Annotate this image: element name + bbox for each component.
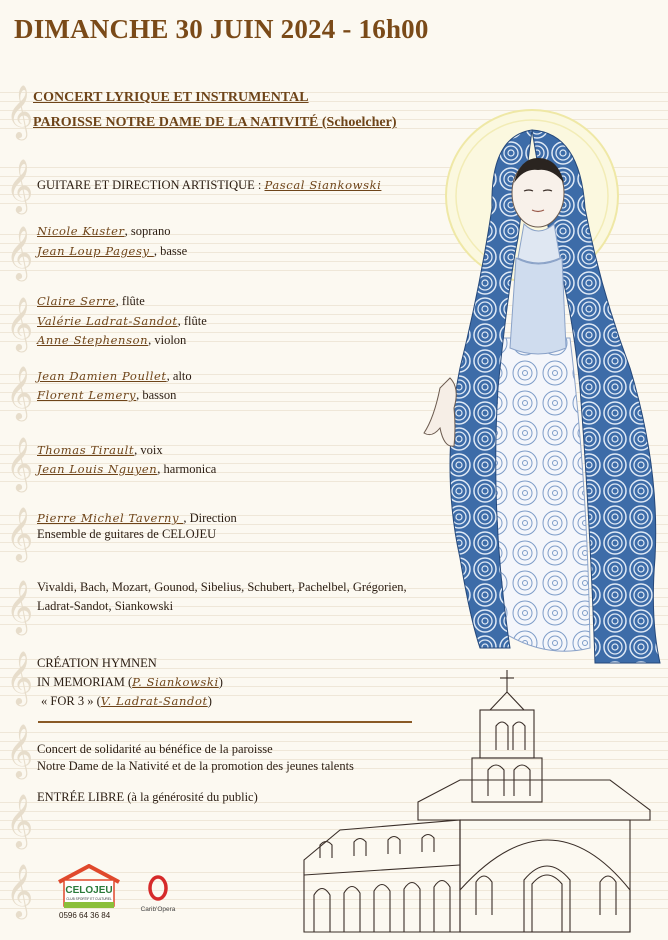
solidarity-line: Notre Dame de la Nativité et de la promotion des jeunes talents [37, 759, 354, 773]
treble-clef-icon: 𝄞 [6, 365, 34, 419]
performer-role: , flûte [115, 294, 145, 308]
parish-heading: PAROISSE NOTRE DAME DE LA NATIVITÉ (Schoelcher) [33, 115, 397, 130]
creation-heading: CRÉATION HYMNEN [37, 656, 157, 670]
ensemble-line: Ensemble de guitares de CELOJEU [37, 527, 217, 541]
performer-role: , harmonica [157, 462, 217, 476]
treble-clef-icon: 𝄞 [6, 436, 34, 490]
performer-name: Jean Louis Nguyen [37, 462, 158, 476]
caribopera-logo [138, 875, 178, 913]
performer-role: , voix [134, 443, 163, 457]
treble-clef-icon: 𝄞 [6, 296, 34, 350]
performer-line [37, 443, 163, 458]
performer-role: , Direction [183, 511, 237, 525]
performer-line [37, 224, 170, 239]
virgin-mary-illustration [420, 88, 668, 668]
memoriam-suffix: ) [218, 675, 223, 689]
performer-name: Jean Loup Pagesy [37, 244, 154, 258]
treble-clef-icon: 𝄞 [6, 863, 34, 917]
creation-for3-line [41, 694, 212, 709]
composers-line: Ladrat-Sandot, Siankowski [37, 599, 174, 613]
treble-clef-icon: 𝄞 [6, 793, 34, 847]
artistic-direction-label: GUITARE ET DIRECTION ARTISTIQUE : [37, 178, 265, 192]
solidarity-line: Concert de solidarité au bénéfice de la paroisse [37, 742, 273, 756]
performer-line [37, 511, 237, 526]
performer-name: Jean Damien Poullet [37, 369, 167, 383]
performer-name: Valérie Ladrat-Sandot [37, 314, 178, 328]
performer-line [37, 244, 187, 259]
for3-suffix: ) [207, 694, 212, 708]
performer-role: , flûte [177, 314, 207, 328]
performer-role: , alto [166, 369, 192, 383]
treble-clef-icon: 𝄞 [6, 723, 34, 777]
performer-name: Anne Stephenson [37, 333, 149, 347]
free-entry-line: ENTRÉE LIBRE (à la générosité du public) [37, 790, 258, 804]
performer-line [37, 314, 207, 329]
treble-clef-icon: 𝄞 [6, 158, 34, 212]
performer-line [37, 388, 176, 403]
treble-clef-icon: 𝄞 [6, 84, 34, 138]
celojeu-logo [54, 864, 124, 910]
performer-line [37, 333, 186, 348]
treble-clef-icon: 𝄞 [6, 650, 34, 704]
performer-name: Claire Serre [37, 294, 116, 308]
celojeu-logo-text: CELOJEU [65, 885, 113, 896]
event-date-title: DIMANCHE 30 JUIN 2024 - 16h00 [14, 14, 429, 44]
treble-clef-icon: 𝄞 [6, 579, 34, 633]
church-illustration [300, 670, 660, 935]
performer-role: , basson [136, 388, 177, 402]
performer-name: Pierre Michel Taverny [37, 511, 184, 525]
artistic-director-name: Pascal Siankowski [264, 178, 382, 192]
celojeu-phone: 0596 64 36 84 [59, 911, 111, 920]
celojeu-logo-subtext: CLUB SPORTIF ET CULTUREL [66, 897, 112, 901]
caribopera-name: Carib'Opera [140, 906, 176, 913]
performer-role: , violon [148, 333, 187, 347]
artistic-direction-line [37, 178, 381, 193]
treble-clef-icon: 𝄞 [6, 225, 34, 279]
memoriam-prefix: IN MEMORIAM ( [37, 675, 133, 689]
performer-role: , basse [153, 244, 188, 258]
caribopera-o-icon [148, 875, 168, 901]
performer-name: Nicole Kuster [37, 224, 125, 238]
treble-clef-icon: 𝄞 [6, 506, 34, 560]
performer-line [37, 462, 216, 477]
performer-name: Thomas Tirault [37, 443, 135, 457]
performer-line [37, 369, 192, 384]
for3-composer: V. Ladrat-Sandot [100, 694, 208, 708]
creation-memoriam-line [37, 675, 223, 690]
composers-line: Vivaldi, Bach, Mozart, Gounod, Sibelius, Schubert, Pachelbel, Grégorien, [37, 580, 407, 594]
performer-name: Florent Lemery [37, 388, 137, 402]
divider-rule [38, 721, 412, 723]
performer-line [37, 294, 145, 309]
concert-type-heading: CONCERT LYRIQUE ET INSTRUMENTAL [33, 90, 309, 105]
memoriam-composer: P. Siankowski [132, 675, 219, 689]
for3-prefix: « FOR 3 » ( [41, 694, 101, 708]
performer-role: , soprano [124, 224, 171, 238]
